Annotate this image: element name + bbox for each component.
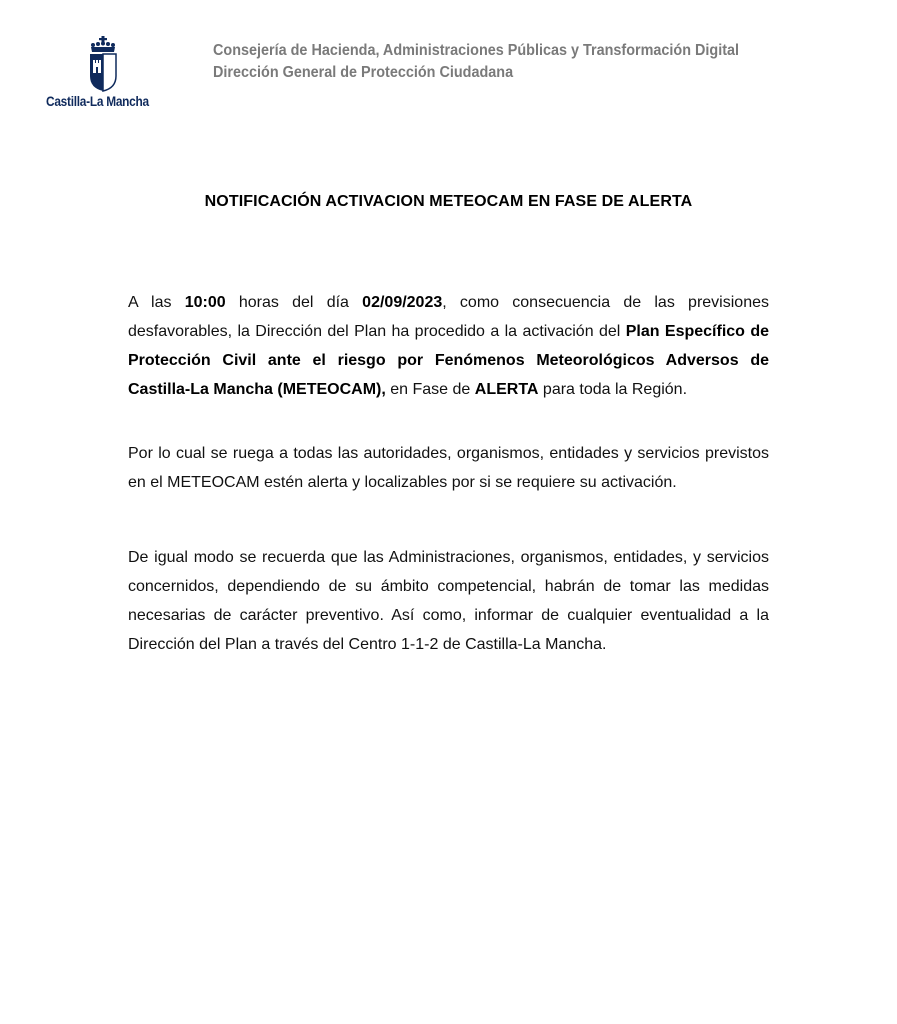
paragraph-request: Por lo cual se ruega a todas las autoridades, organismos, entidades y servicios previstos en el METEOCAM estén alerta y localizables por si se requiere su activación. [128,445,769,491]
activation-date: 02/09/2023 [362,294,443,311]
header [213,40,797,84]
logo [46,36,166,116]
plan-name: Plan Específico de Protección Civil ante el riesgo por Fenómenos Meteorológicos Adversos de Castilla-La Mancha (METEOCAM), [128,323,769,398]
paragraph-activation [128,288,769,404]
document-title: NOTIFICACIÓN ACTIVACION METEOCAM EN FASE DE ALERTA [204,193,693,210]
p1-text-2: horas del día [225,294,363,311]
alert-phase: ALERTA [474,381,539,398]
activation-time: 10:00 [184,294,226,311]
logo-text: Castilla-La Mancha [46,94,149,109]
p1-text-3: , como consecuencia de las previsiones desfavorables, la Dirección del Plan ha procedido a la activación del [128,294,769,340]
p1-text-1: A las [128,294,185,311]
header-ministry: Consejería de Hacienda, Administraciones Públicas y Transformación Digital [213,42,740,59]
p1-text-4: en Fase de [385,381,475,398]
p1-text-5: para toda la Región. [538,381,688,398]
paragraph-reminder: De igual modo se recuerda que las Administraciones, organismos, entidades, y servicios concernidos, dependiendo de su ámbito competencial, habrán de tomar las medidas necesarias de carácter preventivo. Así como, informar de cualquier eventualidad a la Dirección del Plan a través del Centro 1-1-2 de Castilla-La Mancha. [128,549,769,653]
castle-crown-emblem-icon [86,36,120,92]
header-directorate: Dirección General de Protección Ciudadana [213,64,514,81]
